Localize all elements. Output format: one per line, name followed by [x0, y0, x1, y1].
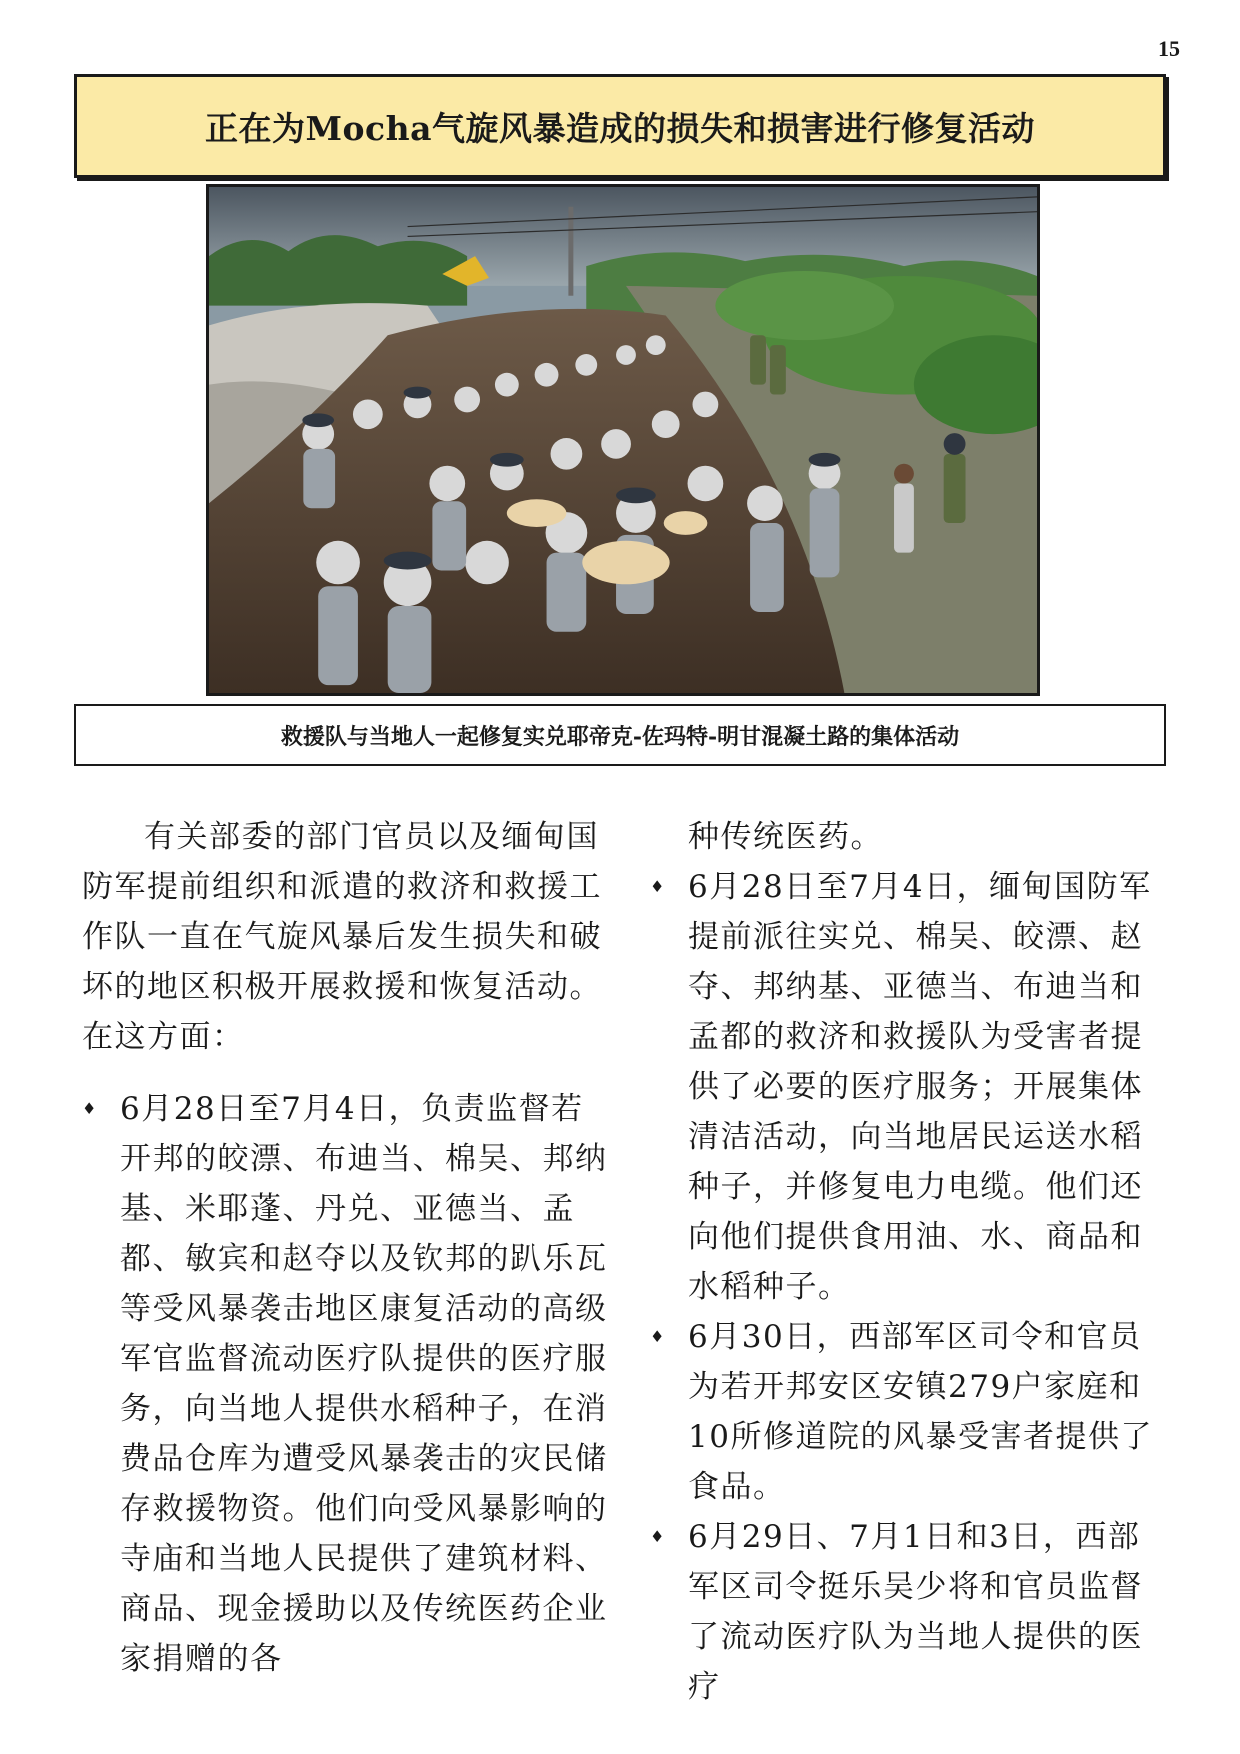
left-column: [82, 812, 610, 1684]
diamond-bullet-icon: ♦: [650, 877, 666, 896]
bullet-item: [650, 862, 1170, 1312]
title-banner: [74, 74, 1166, 178]
bullet-item: [650, 1312, 1170, 1512]
continued-text: 种传统医药。: [688, 819, 883, 855]
bullet-item: [650, 1512, 1170, 1712]
photo-caption: 救援队与当地人一起修复实兑耶帝克-佐玛特-明甘混凝土路的集体活动: [280, 723, 960, 750]
news-photo: [206, 184, 1040, 696]
intro-paragraph: 有关部委的部门官员以及缅甸国防军提前组织和派遣的救济和救援工作队一直在气旋风暴后发生损失和破坏的地区积极开展救援和恢复活动。在这方面：: [82, 819, 602, 1055]
diamond-bullet-icon: ♦: [82, 1099, 98, 1118]
diamond-bullet-icon: ♦: [650, 1527, 666, 1546]
page-title: 正在为Mocha气旋风暴造成的损失和损害进行修复活动: [204, 108, 1035, 148]
bullet-text: 6月28日至7月4日，缅甸国防军提前派往实兑、棉吴、皎漂、赵夺、邦纳基、亚德当、布迪当和孟都的救济和救援队为受害者提供了必要的医疗服务；开展集体清洁活动，向当地居民运送水稻种子，并修复电力电缆。他们还向他们提供食用油、水、商品和水稻种子。: [688, 869, 1152, 1305]
photo-caption-box: [74, 704, 1166, 766]
bullet-text: 6月28日至7月4日，负责监督若开邦的皎漂、布迪当、棉吴、邦纳基、米耶蓬、丹兑、亚德当、孟都、敏宾和赵夺以及钦邦的趴乐瓦等受风暴袭击地区康复活动的高级军官监督流动医疗队提供的医疗服务，向当地人提供水稻种子，在消费品仓库为遭受风暴袭击的灾民储存救援物资。他们向受风暴影响的寺庙和当地人民提供了建筑材料、商品、现金援助以及传统医药企业家捐赠的各: [120, 1091, 608, 1677]
bullet-text: 6月30日，西部军区司令和官员为若开邦安区安镇279户家庭和10所修道院的风暴受害者提供了食品。: [688, 1319, 1153, 1505]
page-number: 15: [1158, 36, 1180, 61]
right-column: [650, 812, 1170, 1712]
bullet-item: [82, 1084, 610, 1684]
diamond-bullet-icon: ♦: [650, 1327, 666, 1346]
photo-illustration: [209, 187, 1037, 693]
bullet-text: 6月29日、7月1日和3日，西部军区司令挺乐吴少将和官员监督了流动医疗队为当地人提供的医疗: [688, 1519, 1143, 1705]
